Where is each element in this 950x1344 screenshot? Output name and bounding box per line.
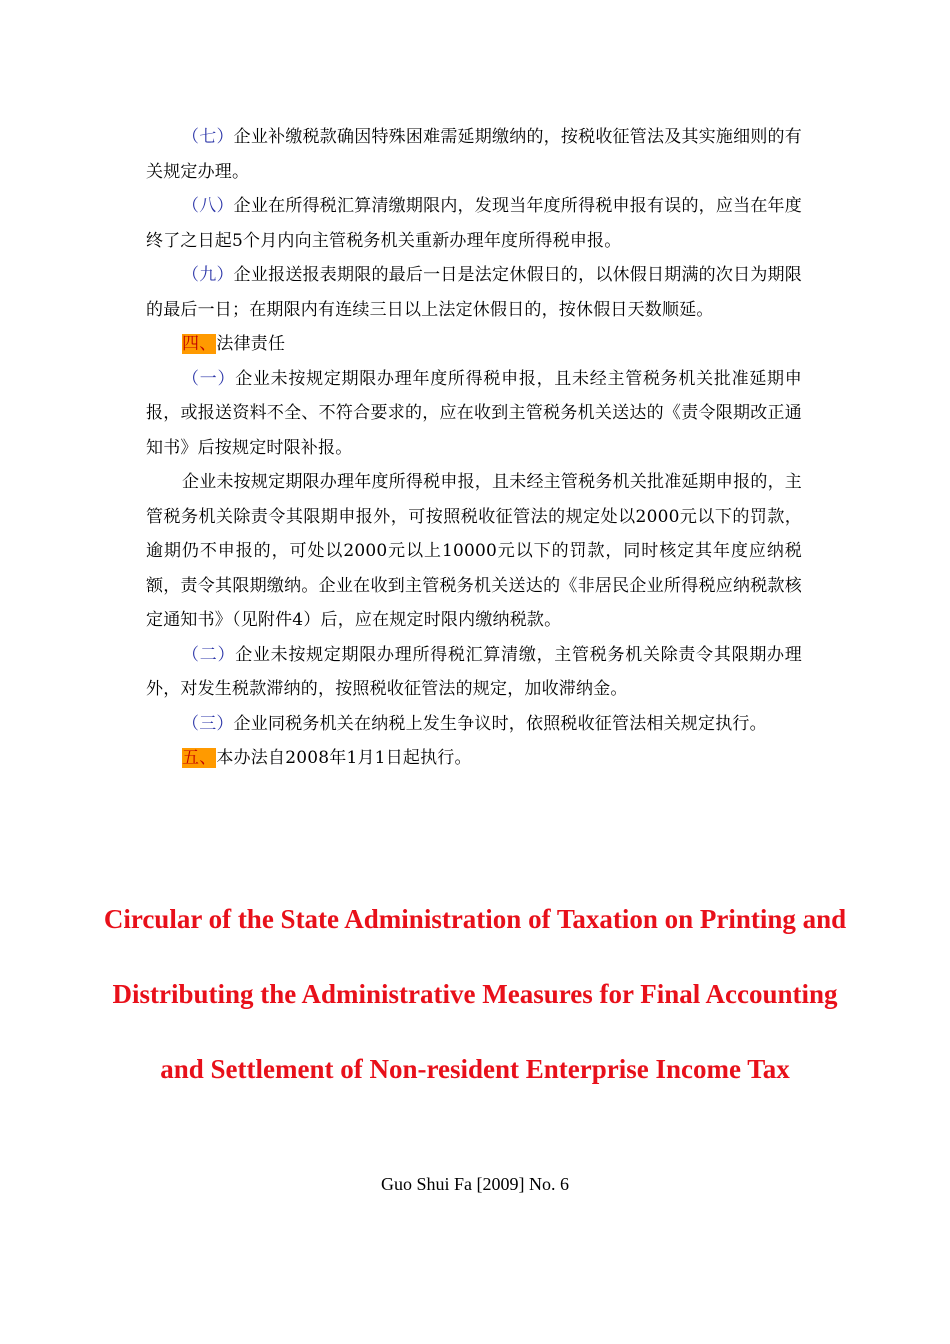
section-4-item-2-number: （二） bbox=[182, 644, 236, 665]
section-4-item-3-paragraph bbox=[146, 707, 802, 742]
section-5-paragraph bbox=[146, 741, 802, 776]
section-4-item-1-text: 企业未按规定期限办理年度所得税申报，且未经主管税务机关批准延期申报，或报送资料不全、不符合要求的，应在收到主管税务机关送达的《责令限期改正通知书》后按规定时限补报。 bbox=[146, 368, 802, 458]
section-4-item-1-paragraph bbox=[146, 362, 802, 466]
section-4-heading bbox=[146, 327, 802, 362]
section-4-title: 法律责任 bbox=[216, 334, 286, 354]
item-8-paragraph bbox=[146, 189, 802, 258]
section-4-item-2-paragraph bbox=[146, 638, 802, 707]
section-4-item-1-number: （一） bbox=[182, 368, 236, 389]
item-9-paragraph bbox=[146, 258, 802, 327]
section-4-item-3-text: 企业同税务机关在纳税上发生争议时，依照税收征管法相关规定执行。 bbox=[233, 713, 767, 734]
english-title: Circular of the State Administration of Taxation on Printing and Distributing the Administrative Measures for Final Accounting and Settlement of Non-resident Enterprise Income Tax bbox=[103, 904, 847, 1084]
item-8-number: （八） bbox=[182, 196, 234, 216]
item-7-paragraph bbox=[146, 120, 802, 189]
item-7-text: 企业补缴税款确因特殊困难需延期缴纳的，按税收征管法及其实施细则的有关规定办理。 bbox=[146, 127, 802, 182]
item-9-text: 企业报送报表期限的最后一日是法定休假日的，以休假日期满的次日为期限的最后一日；在期限内有连续三日以上法定休假日的，按休假日天数顺延。 bbox=[146, 265, 802, 320]
section-5-text: 本办法自2008年1月1日起执行。 bbox=[216, 748, 472, 768]
document-body bbox=[146, 120, 802, 776]
item-7-number: （七） bbox=[182, 127, 234, 147]
section-4-penalty-paragraph: 企业未按规定期限办理年度所得税申报，且未经主管税务机关批准延期申报的，主管税务机关除责令其限期申报外，可按照税收征管法的规定处以2000元以下的罚款，逾期仍不申报的，可处以2000元以上10000元以下的罚款，同时核定其年度应纳税额，责令其限期缴纳。企业在收到主管税务机关送达的《非居民企业所得税应纳税款核定通知书》（见附件4）后，应在规定时限内缴纳税款。 bbox=[146, 472, 802, 630]
section-4-item-3-number: （三） bbox=[182, 713, 234, 734]
section-4-item-2-text: 企业未按规定期限办理所得税汇算清缴，主管税务机关除责令其限期办理外，对发生税款滞纳的，按照税收征管法的规定，加收滞纳金。 bbox=[146, 644, 802, 699]
section-5-number: 五、 bbox=[182, 748, 217, 768]
document-number: Guo Shui Fa [2009] No. 6 bbox=[381, 1174, 569, 1194]
section-4-number: 四、 bbox=[182, 334, 217, 354]
item-9-number: （九） bbox=[182, 265, 234, 285]
item-8-text: 企业在所得税汇算清缴期限内，发现当年度所得税申报有误的，应当在年度终了之日起5个月内向主管税务机关重新办理年度所得税申报。 bbox=[146, 196, 802, 251]
